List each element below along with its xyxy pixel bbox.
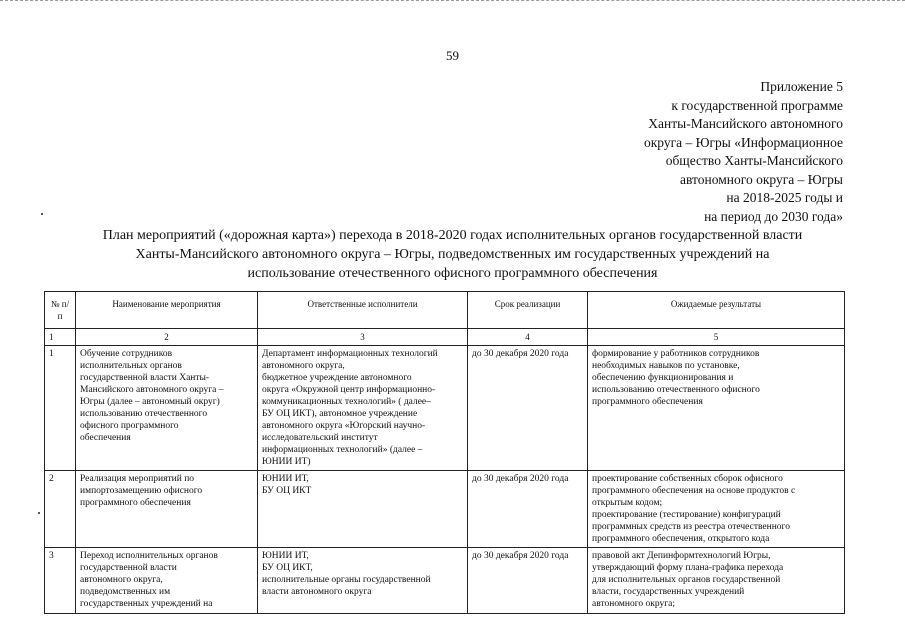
cell-line: власти автономного округа (262, 587, 372, 597)
table-header-row (45, 292, 845, 329)
cell-line: исследовательский институт (262, 433, 378, 443)
scan-speck (41, 213, 43, 215)
cell-line: Департамент информационных технологий (262, 349, 438, 359)
cell-line: проектирование собственных сборок офисного (592, 474, 783, 484)
appendix-line: округа – Югры «Информационное (643, 134, 843, 150)
cell-line: использованию отечественного офисного (592, 385, 760, 395)
row-name (76, 346, 258, 471)
cell-line: Югры (далее – автономный округ) (80, 397, 220, 407)
row-executors (258, 471, 468, 548)
table-row (45, 471, 845, 548)
cell-line: Переход исполнительных органов (80, 551, 218, 561)
header-num: № п/п (45, 292, 76, 329)
column-number: 2 (76, 329, 258, 346)
row-name (76, 548, 258, 614)
cell-line: Обучение сотрудников (80, 349, 173, 359)
cell-line: Реализация мероприятий по (80, 474, 195, 484)
cell-line: ЮНИИ ИТ, (262, 474, 309, 484)
cell-line: автономного округа; (592, 599, 676, 609)
row-num: 3 (45, 548, 76, 614)
cell-line: округа «Окружной центр информационно- (262, 385, 436, 395)
row-name (76, 471, 258, 548)
cell-line: государственных учреждений на (80, 599, 213, 609)
table-row (45, 346, 845, 471)
cell-line: бюджетное учреждение автономного (262, 373, 412, 383)
cell-line: формирование у работников сотрудников (592, 349, 760, 359)
column-number: 1 (45, 329, 76, 346)
cell-line: необходимых навыков по установке, (592, 361, 740, 371)
cell-line: программного обеспечения, открытого кода (592, 534, 770, 544)
appendix-line: на период до 2030 года» (704, 208, 843, 224)
cell-line: программного обеспечения (80, 498, 191, 508)
cell-line: подведомственных им (80, 587, 171, 597)
appendix-line: к государственной программе (671, 97, 843, 113)
cell-line: автономного округа, (262, 361, 345, 371)
header-results: Ожидаемые результаты (588, 292, 845, 329)
header-deadline: Срок реализации (468, 292, 588, 329)
scan-speck (38, 512, 40, 514)
column-number: 3 (258, 329, 468, 346)
cell-line: для исполнительных органов государственной (592, 575, 781, 585)
cell-line: автономного округа «Югорский научно- (262, 421, 426, 431)
appendix-line: на 2018-2025 годы и (726, 190, 843, 205)
row-results (588, 548, 845, 614)
cell-line: ЮНИИ ИТ, (262, 551, 309, 561)
cell-line: программного обеспечения на основе продуктов с (592, 486, 796, 496)
row-executors (258, 548, 468, 614)
cell-line: коммуникационных технологий» ( далее– (262, 397, 431, 407)
appendix-line: Ханты-Мансийского автономного (648, 116, 843, 131)
cell-line: открытым кодом; (592, 498, 663, 508)
header-name: Наименование мероприятия (76, 292, 258, 329)
cell-line: БУ ОЦ ИКТ), автономное учреждение (262, 409, 418, 419)
title-line: План мероприятий («дорожная карта») перехода в 2018-2020 годах исполнительных органов государственной власти (102, 228, 803, 243)
header-executors: Ответственные исполнители (258, 292, 468, 329)
cell-line: программного обеспечения (592, 397, 703, 407)
page-number: 59 (446, 48, 459, 63)
row-num: 1 (45, 346, 76, 471)
row-executors (258, 346, 468, 471)
column-number: 5 (588, 329, 845, 346)
appendix-line: автономного округа – Югры (680, 171, 843, 187)
row-results (588, 346, 845, 471)
cell-line: исполнительные органы государственной (262, 575, 431, 585)
table-row (45, 548, 845, 614)
document-title (40, 226, 865, 283)
cell-line: обеспечению функционирования и (592, 373, 734, 383)
row-num: 2 (45, 471, 76, 548)
column-number: 4 (468, 329, 588, 346)
scan-edge (0, 0, 905, 6)
row-deadline: до 30 декабря 2020 года (468, 548, 588, 614)
cell-line: автономного округа, (80, 575, 163, 585)
cell-line: использованию отечественного (80, 409, 208, 419)
cell-line: БУ ОЦ ИКТ (262, 486, 312, 496)
cell-line: государственной власти (80, 563, 177, 573)
roadmap-table (44, 291, 845, 614)
row-results (588, 471, 845, 548)
title-line: использование отечественного офисного программного обеспечения (247, 266, 658, 281)
cell-line: обеспечения (80, 433, 131, 443)
cell-line: БУ ОЦ ИКТ, (262, 563, 313, 573)
cell-line: программных средств из реестра отечественного (592, 522, 790, 532)
cell-line: утверждающий форму плана-графика перехода (592, 563, 784, 573)
cell-line: ЮНИИ ИТ) (262, 457, 311, 467)
cell-line: Мансийского автономного округа – (80, 385, 224, 395)
cell-line: исполнительных органов (80, 361, 182, 371)
column-number-row (45, 329, 845, 346)
cell-line: государственной власти Ханты- (80, 373, 210, 383)
row-deadline: до 30 декабря 2020 года (468, 346, 588, 471)
cell-line: власти, государственных учреждений (592, 587, 745, 597)
cell-line: импортозамещению офисного (80, 486, 203, 496)
appendix-line: Приложение 5 (760, 79, 843, 94)
appendix-line: общество Ханты-Мансийского (665, 153, 843, 168)
cell-line: правовой акт Депинформтехнологий Югры, (592, 551, 771, 561)
title-line: Ханты-Мансийского автономного округа – Югры, подведомственных им государственных учреждений на (135, 247, 770, 262)
cell-line: проектирование (тестирование) конфигураций (592, 510, 781, 520)
appendix-note (513, 78, 843, 226)
cell-line: информационных технологий» (далее – (262, 445, 423, 455)
row-deadline: до 30 декабря 2020 года (468, 471, 588, 548)
cell-line: офисного программного (80, 421, 179, 431)
